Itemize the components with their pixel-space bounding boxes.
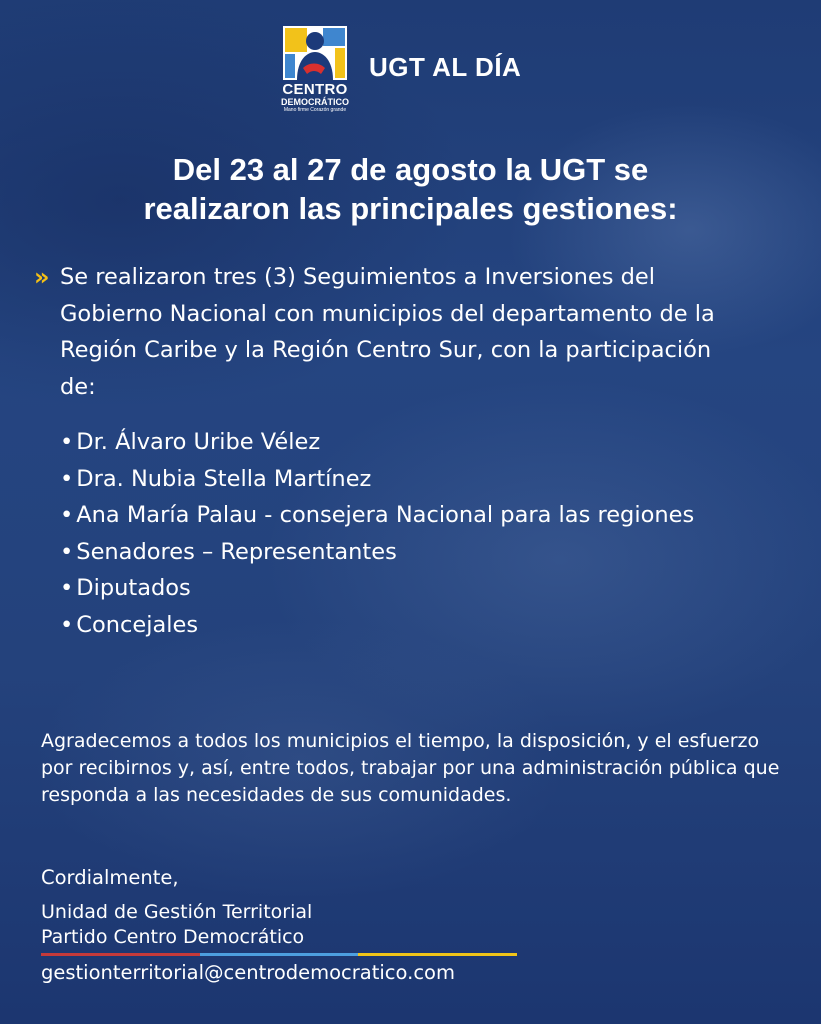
thanks-paragraph: Agradecemos a todos los municipios el tiempo, la disposición, y el esfuerzo por recibirnos y, así, entre todos, trabajar por una administración pública que responda a las necesidades de sus comunidades. xyxy=(41,730,780,806)
participants-list xyxy=(60,424,760,643)
intro-text: Se realizaron tres (3) Seguimientos a Inversiones del Gobierno Nacional con municipios del departamento de la Región Caribe y la Región Centro Sur, con la participación de: xyxy=(60,264,715,400)
signature-line2: Partido Centro Democrático xyxy=(41,926,305,948)
logo-slogan: Mano firme Corazón grande xyxy=(283,107,347,113)
logo-brand-line1: CENTRO xyxy=(282,81,348,98)
header-title: UGT AL DÍA xyxy=(369,51,522,82)
centro-democratico-logo xyxy=(273,24,357,118)
list-item: • Senadores – Representantes xyxy=(60,538,397,565)
logo-brand-line2: DEMOCRÁTICO xyxy=(281,97,349,107)
headline-line1: Del 23 al 27 de agosto la UGT se xyxy=(172,152,649,187)
closing-salutation: Cordialmente, xyxy=(41,866,179,889)
headline-line2: realizaron las principales gestiones: xyxy=(143,191,678,226)
header xyxy=(273,24,521,118)
list-item: • Dr. Álvaro Uribe Vélez xyxy=(60,429,321,455)
headline xyxy=(60,150,761,228)
list-item: • Diputados xyxy=(60,575,191,601)
flag-divider xyxy=(41,953,517,956)
signature xyxy=(41,900,312,950)
list-item: • Ana María Palau - consejera Nacional para las regiones xyxy=(60,502,695,528)
divider-blue xyxy=(200,953,359,956)
list-item: • Dra. Nubia Stella Martínez xyxy=(60,465,372,492)
list-item: • Concejales xyxy=(60,611,199,638)
contact-email: gestionterritorial@centrodemocratico.com xyxy=(41,961,455,984)
logo-figure-icon xyxy=(273,24,357,84)
double-chevron-right-icon: » xyxy=(34,263,50,291)
signature-line1: Unidad de Gestión Territorial xyxy=(41,901,313,923)
intro-paragraph xyxy=(34,259,754,405)
divider-yellow xyxy=(358,953,517,956)
divider-red xyxy=(41,953,200,956)
